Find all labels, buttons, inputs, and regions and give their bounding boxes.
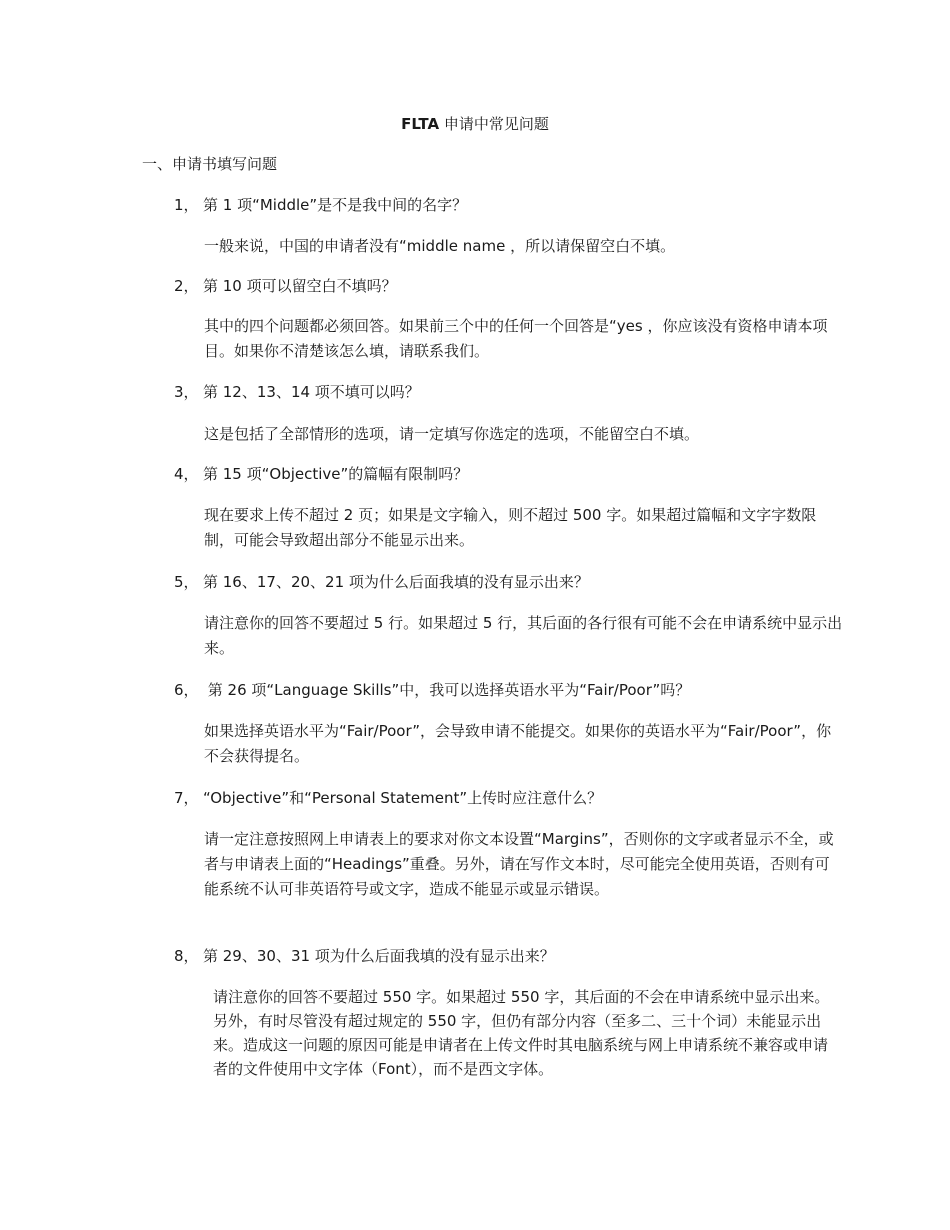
question-number: 4， <box>174 465 199 483</box>
title-text: 申请中常见问题 <box>439 115 549 133</box>
question-number: 2， <box>174 277 199 295</box>
faq-answer-3: 这是包括了全部情形的选项，请一定填写你选定的选项，不能留空白不填。 <box>204 425 700 443</box>
question-number: 3， <box>174 383 199 401</box>
question-number: 5， <box>174 573 199 591</box>
question-text: “Objective”和“Personal Statement”上传时应注意什么？ <box>203 789 603 807</box>
faq-question-2 <box>174 276 397 296</box>
faq-question-5 <box>174 572 589 592</box>
question-number: 6， <box>174 681 199 699</box>
faq-answer-6: 如果选择英语水平为“Fair/Poor”，会导致申请不能提交。如果你的英语水平为“Fair/Poor”，你不会获得提名。 <box>204 722 832 765</box>
question-number: 7， <box>174 789 199 807</box>
question-text: 第 10 项可以留空白不填吗？ <box>203 277 397 295</box>
question-text: 第 12、13、14 项不填可以吗？ <box>203 383 420 401</box>
question-text: 第 16、17、20、21 项为什么后面我填的没有显示出来？ <box>203 573 589 591</box>
title-acronym: FLTA <box>401 115 440 133</box>
question-text: 第 29、30、31 项为什么后面我填的没有显示出来？ <box>203 947 555 965</box>
question-number: 1， <box>174 196 199 214</box>
faq-answer-2: 其中的四个问题都必须回答。如果前三个中的任何一个回答是“yes ，你应该没有资格申请本项目。如果你不清楚该怎么填，请联系我们。 <box>204 317 828 360</box>
faq-answer-7: 请一定注意按照网上申请表上的要求对你文本设置“Margins”，否则你的文字或者显示不全，或者与申请表上面的“Headings”重叠。另外，请在写作文本时，尽可能完全使用英语，否则有可能系统不认可非英语符号或文字，造成不能显示或显示错误。 <box>204 830 834 898</box>
faq-answer-5: 请注意你的回答不要超过 5 行。如果超过 5 行，其后面的各行很有可能不会在申请系统中显示出来。 <box>204 614 843 657</box>
question-text: 第 15 项“Objective”的篇幅有限制吗？ <box>203 465 469 483</box>
faq-answer-1: 一般来说，中国的申请者没有“middle name ，所以请保留空白不填。 <box>204 237 676 255</box>
question-number: 8， <box>174 947 199 965</box>
faq-question-6 <box>174 680 690 700</box>
faq-question-4 <box>174 464 468 484</box>
faq-question-8 <box>174 946 555 966</box>
document-title <box>0 114 950 134</box>
faq-question-1 <box>174 195 467 215</box>
question-text: 第 1 项“Middle”是不是我中间的名字？ <box>203 196 468 214</box>
faq-question-3 <box>174 382 420 402</box>
faq-answer-8: 请注意你的回答不要超过 550 字。如果超过 550 字，其后面的不会在申请系统中显示出来。另外，有时尽管没有超过规定的 550 字，但仍有部分内容（至多二、三十个词）未能显示出来。造成这一问题的原因可能是申请者在上传文件时其电脑系统与网上申请系统不兼容或申请者的文件使用中文字体（Font），而不是西文字体。 <box>213 988 830 1078</box>
section-heading: 一、申请书填写问题 <box>142 155 278 173</box>
faq-question-7 <box>174 788 602 808</box>
faq-answer-4: 现在要求上传不超过 2 页；如果是文字输入，则不超过 500 字。如果超过篇幅和文字字数限制，可能会导致超出部分不能显示出来。 <box>204 506 817 549</box>
question-text: 第 26 项“Language Skills”中，我可以选择英语水平为“Fair/Poor”吗？ <box>203 681 691 699</box>
